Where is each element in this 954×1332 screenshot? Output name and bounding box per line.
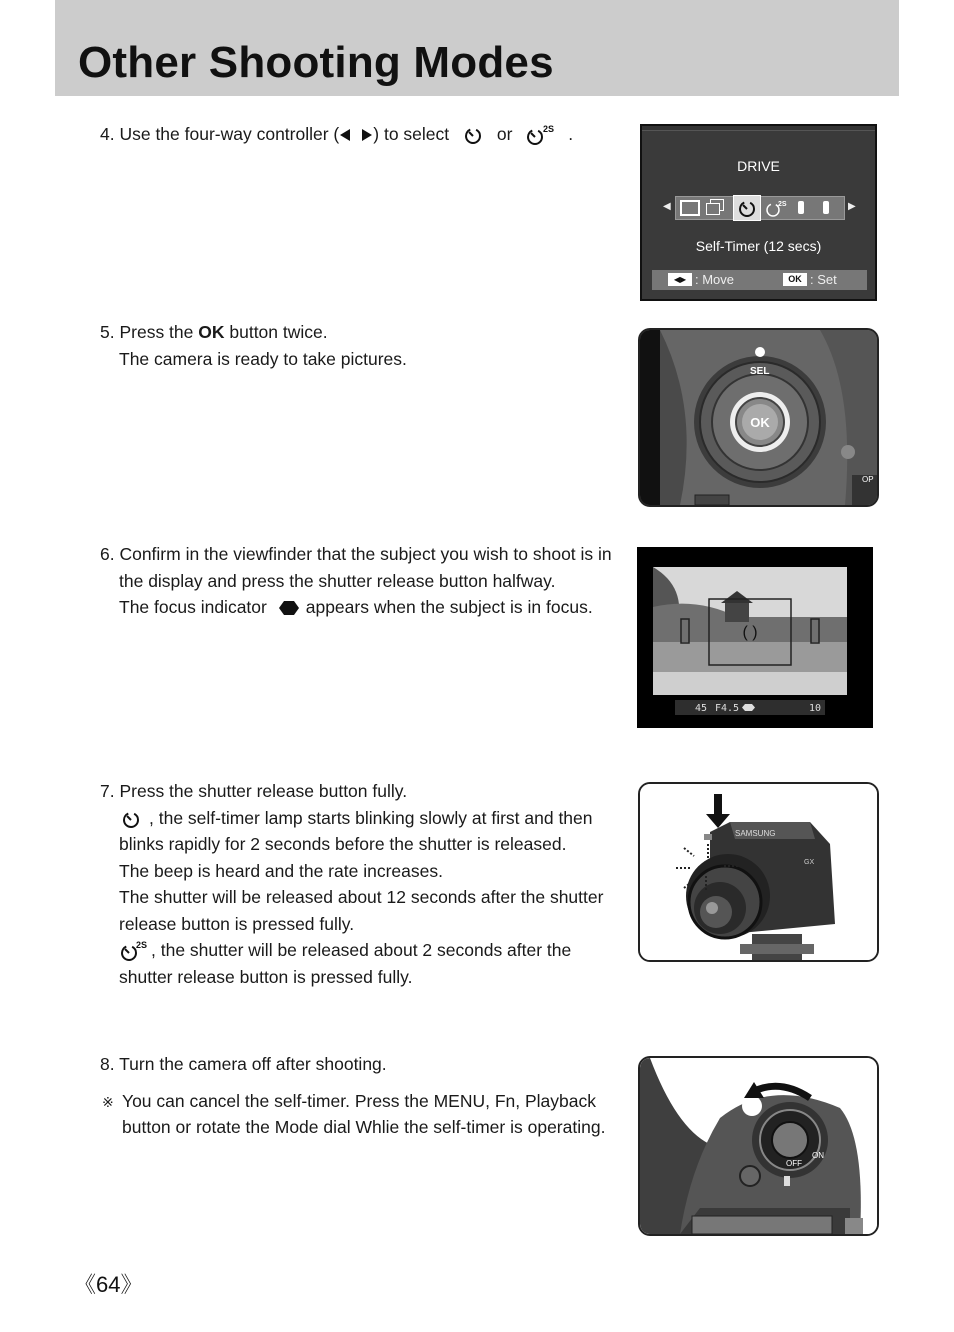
single-shot-icon[interactable]	[680, 200, 700, 216]
self-timer-icon	[734, 196, 760, 220]
step-7-line-7: , the shutter will be released about 2 seconds after the	[151, 940, 572, 960]
note-line-2: button or rotate the Mode dial Whlie the self-timer is operating.	[122, 1117, 606, 1137]
step-6-line-2: the display and press the shutter release button halfway.	[119, 570, 556, 591]
viewfinder-scene	[637, 547, 873, 728]
step-7-line-5: The shutter will be released about 12 seconds after the shutter	[119, 887, 604, 907]
page-number: 《64》	[74, 1272, 143, 1297]
svg-text:F4.5: F4.5	[715, 703, 740, 714]
step-4-or: or	[496, 124, 513, 144]
self-timer-2s-icon	[119, 939, 149, 963]
viewfinder-figure	[637, 547, 873, 728]
svg-text:OP: OP	[862, 475, 874, 484]
camera-shutter-figure	[638, 782, 879, 962]
step-7-line-4: The beep is heard and the rate increases.	[119, 860, 443, 881]
ok-keyword: OK	[198, 322, 225, 342]
ok-key-icon: OK	[783, 273, 807, 286]
svg-text:SEL: SEL	[750, 366, 770, 377]
step-5-text-a: 5. Press the	[100, 322, 199, 342]
remote-icon[interactable]	[798, 201, 804, 214]
step-7	[100, 778, 603, 990]
self-timer-2s-icon[interactable]	[764, 198, 790, 218]
set-label: : Set	[810, 272, 837, 287]
focus-indicator-icon	[278, 600, 300, 616]
camera-illustration	[640, 784, 877, 960]
step-7-line-2: , the self-timer lamp starts blinking slowly at first and then	[149, 807, 593, 828]
step-7-line-1: 7. Press the shutter release button fully.	[100, 781, 408, 801]
step-8-line-1: 8. Turn the camera off after shooting.	[100, 1054, 387, 1074]
power-switch-illustration	[640, 1058, 877, 1234]
camera-dial-figure	[638, 328, 879, 507]
lcd-right-arrow[interactable]: ▶	[848, 201, 856, 212]
step-4	[100, 121, 573, 148]
move-label: : Move	[695, 272, 735, 287]
svg-text:SAMSUNG: SAMSUNG	[735, 829, 776, 838]
lcd-left-arrow[interactable]: ◀	[663, 201, 671, 212]
step-4-end: .	[568, 124, 574, 144]
svg-text:( ): ( )	[742, 624, 758, 641]
svg-text:GX: GX	[804, 859, 815, 866]
dial-illustration	[640, 330, 877, 505]
remote-3s-icon[interactable]	[823, 201, 829, 214]
step-6	[100, 541, 612, 621]
page-title: Other Shooting Modes	[78, 38, 554, 87]
step-4-text-a: 4. Use the four-way controller (	[100, 124, 340, 144]
self-timer-option-selected[interactable]	[733, 195, 761, 221]
lcd-help-bar	[652, 270, 867, 290]
svg-text:2S: 2S	[778, 201, 787, 208]
self-timer-icon	[462, 124, 486, 146]
step-7-line-3: blinks rapidly for 2 seconds before the shutter is released.	[119, 834, 567, 854]
lcd-title: DRIVE	[737, 158, 780, 174]
step-7-line-8: shutter release button is pressed fully.	[119, 966, 413, 987]
continuous-shot-icon[interactable]	[706, 199, 728, 215]
step-8	[100, 1051, 605, 1141]
step-5-text-b: button twice.	[224, 322, 328, 342]
svg-text:2S: 2S	[543, 124, 555, 135]
svg-text:OFF: OFF	[786, 1159, 802, 1168]
svg-text:OK: OK	[750, 415, 770, 430]
step-5	[100, 319, 407, 372]
page-header	[55, 0, 899, 96]
lcd-mode-label: Self-Timer (12 secs)	[695, 238, 822, 254]
step-6-line-3a: The focus indicator	[119, 597, 267, 617]
drive-menu-lcd	[640, 124, 877, 301]
drive-mode-strip	[675, 196, 845, 220]
step-6-line-1: 6. Confirm in the viewfinder that the subject you wish to shoot is in	[100, 544, 612, 564]
svg-text:ON: ON	[812, 1151, 824, 1160]
move-key-icon: ◀▶	[668, 273, 692, 286]
step-5-line-2: The camera is ready to take pictures.	[119, 348, 407, 369]
svg-text:10: 10	[809, 703, 822, 714]
power-switch-figure	[638, 1056, 879, 1236]
note-line-1: You can cancel the self-timer. Press the MENU, Fn, Playback	[122, 1090, 597, 1111]
self-timer-2s-icon	[525, 122, 557, 148]
step-6-line-3b: appears when the subject is in focus.	[305, 597, 593, 617]
svg-text:2S: 2S	[136, 940, 148, 951]
svg-text:45: 45	[695, 703, 708, 714]
left-right-arrows-icon	[339, 128, 373, 142]
step-4-text-b: ) to select	[373, 124, 450, 144]
step-7-line-6: release button is pressed fully.	[119, 913, 355, 934]
self-timer-icon	[119, 808, 145, 830]
note-mark: ※	[102, 1093, 114, 1110]
